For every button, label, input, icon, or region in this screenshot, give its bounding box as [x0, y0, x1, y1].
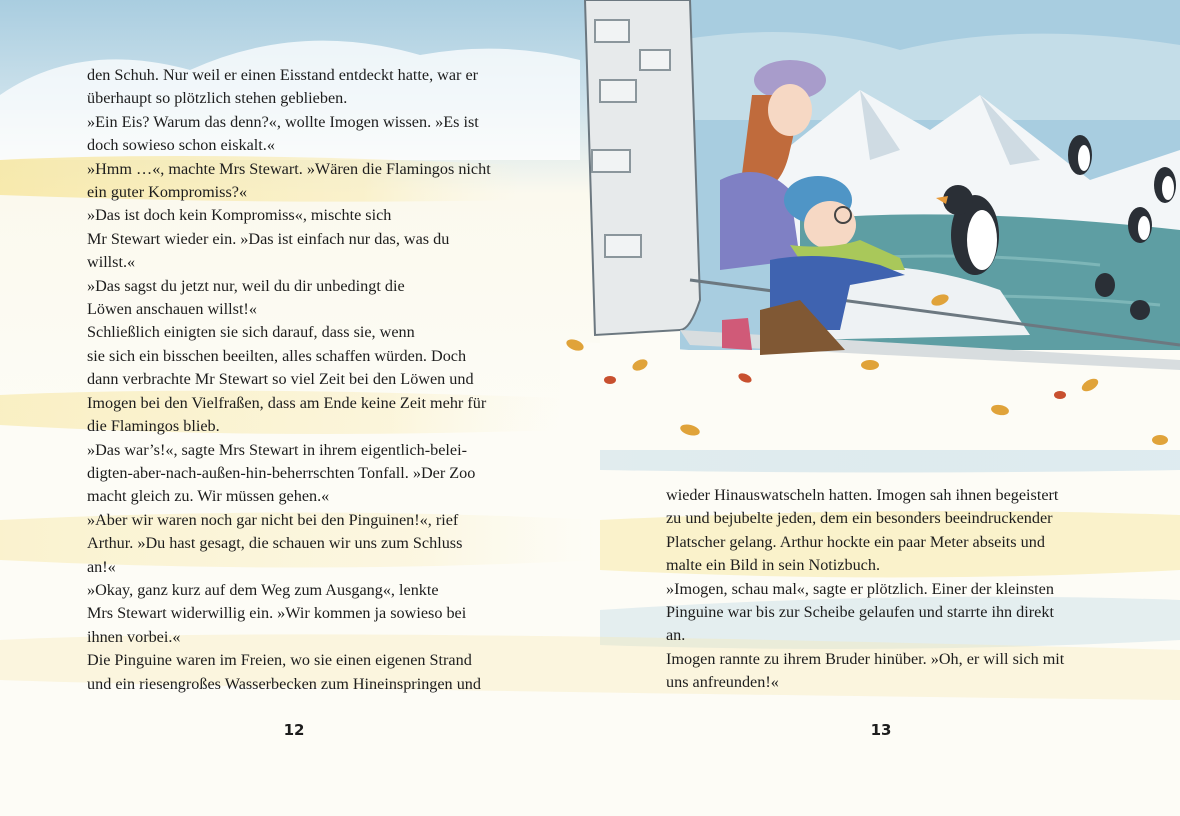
- text-line: Mrs Stewart widerwillig ein. »Wir kommen ja sowieso bei: [87, 604, 467, 623]
- text-line: wieder Hinauswatscheln hatten. Imogen sah ihnen begeistert: [666, 486, 1059, 504]
- text-line: an.: [666, 626, 686, 645]
- text-line: »Das sagst du jetzt nur, weil du dir unbedingt die: [87, 276, 405, 295]
- text-line: und ein riesengroßes Wasserbecken zum Hineinspringen und: [87, 674, 481, 693]
- text-line: »Ein Eis? Warum das denn?«, wollte Imogen wissen. »Es ist: [87, 112, 479, 131]
- text-line: sie sich ein bisschen beeilten, alles schaffen würden. Doch: [87, 346, 467, 365]
- text-line: doch sowieso schon eiskalt.«: [87, 136, 275, 155]
- text-line: Platscher gelang. Arthur hockte ein paar Meter abseits und: [666, 532, 1045, 551]
- text-line: Imogen rannte zu ihrem Bruder hinüber. »Oh, er will sich mit: [666, 649, 1065, 668]
- text-line: Löwen anschauen willst!«: [87, 300, 257, 319]
- left-page-text: [87, 64, 527, 696]
- text-line: Arthur. »Du hast gesagt, die schauen wir uns zum Schluss: [87, 534, 463, 553]
- text-line: »Okay, ganz kurz auf dem Weg zum Ausgang«, lenkte: [87, 580, 439, 599]
- text-line: Mr Stewart wieder ein. »Das ist einfach nur das, was du: [87, 229, 450, 248]
- text-line: »Das ist doch kein Kompromiss«, mischte sich: [87, 206, 392, 225]
- text-line: dann verbrachte Mr Stewart so viel Zeit bei den Löwen und: [87, 370, 474, 389]
- text-line: Pinguine war bis zur Scheibe gelaufen und starrte ihn direkt: [666, 603, 1054, 622]
- page-number-right: 13: [870, 721, 892, 739]
- text-line: Imogen bei den Vielfraßen, dass am Ende keine Zeit mehr für: [87, 393, 487, 412]
- text-line: Die Pinguine waren im Freien, wo sie einen eigenen Strand: [87, 651, 472, 670]
- text-line: »Das war’s!«, sagte Mrs Stewart in ihrem eigentlich-belei-: [87, 440, 467, 459]
- text-line: den Schuh. Nur weil er einen Eisstand entdeckt hatte, war er: [87, 66, 479, 84]
- page-number-left: 12: [283, 721, 305, 739]
- text-line: ein guter Kompromiss?«: [87, 183, 248, 202]
- text-line: die Flamingos blieb.: [87, 417, 220, 436]
- right-page-text: [666, 484, 1106, 695]
- text-line: ihnen vorbei.«: [87, 627, 181, 646]
- text-line: malte ein Bild in sein Notizbuch.: [666, 556, 880, 575]
- text-line: willst.«: [87, 253, 136, 272]
- text-line: an!«: [87, 557, 116, 576]
- text-line: Schließlich einigten sie sich darauf, dass sie, wenn: [87, 323, 415, 342]
- penguin-window-illustration: [560, 0, 1180, 450]
- text-line: »Aber wir waren noch gar nicht bei den Pinguinen!«, rief: [87, 510, 459, 529]
- text-line: »Imogen, schau mal«, sagte er plötzlich. Einer der kleinsten: [666, 579, 1054, 598]
- text-line: »Hmm …«, machte Mrs Stewart. »Wären die Flamingos nicht: [87, 159, 491, 178]
- text-line: uns anfreunden!«: [666, 673, 779, 692]
- text-line: zu und bejubelte jeden, dem ein besonders beeindruckender: [666, 509, 1053, 528]
- text-line: macht gleich zu. Wir müssen gehen.«: [87, 487, 330, 506]
- text-line: digten-aber-nach-außen-hin-beherrschten Tonfall. »Der Zoo: [87, 463, 476, 482]
- text-line: überhaupt so plötzlich stehen geblieben.: [87, 89, 348, 108]
